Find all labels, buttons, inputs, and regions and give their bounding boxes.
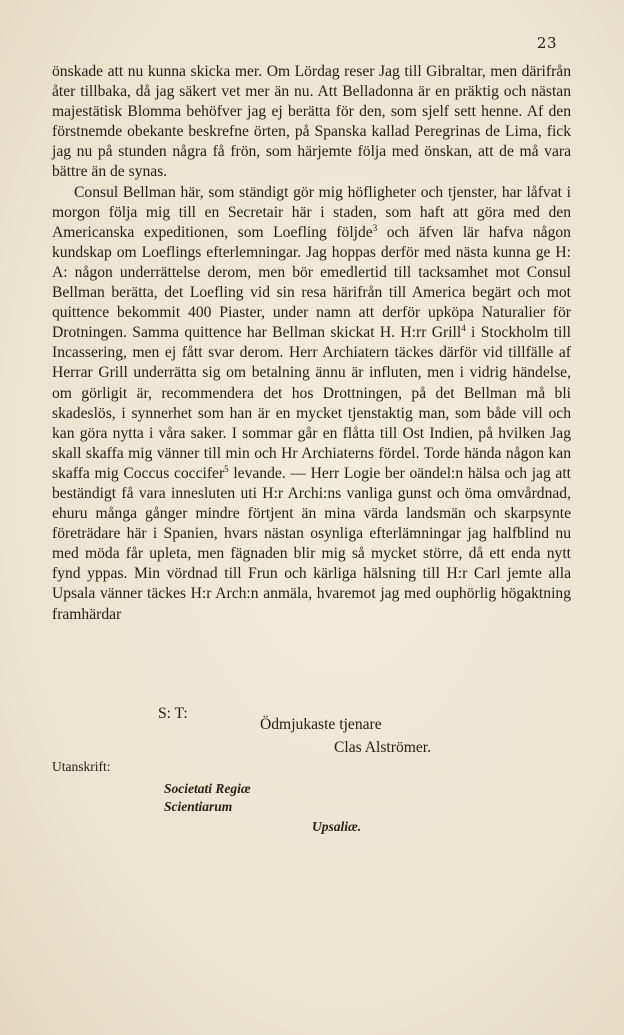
page-number: 23 [536,34,557,52]
address-line-3: Upsaliæ. [312,819,362,834]
footnote-ref-3: 3 [372,222,378,233]
signature: Clas Alströmer. [334,739,432,756]
footnote-ref-4: 4 [461,323,466,334]
paragraph-1: önskade att nu kunna skicka mer. Om Lördag reser Jag till Gibraltar, men därifrån åter tillbaka, då jag säkert vet mer än nu. Att Belladonna är en präktig och nästan majestätisk Blomma behöfver jag ej berätta för den, som sjelf sett henne. Af den förstnemde obekante beskrefne örten, på Spanska kallad Peregrinas de Lima, fick jag nu på stunden några få frön, som härjemte följa med önskan, att de må vara bättre än de synas. [52,63,571,181]
paragraph-2: Consul Bellman här, som ständigt gör mig höfligheter och tjenster, har låfvat i morgon följa mig till en Secretair här i staden, som haft att göra med den Americanska expeditionen, som Loefling följde$^3$ och äfven lär hafva någon kundskap om Loeflings efterlemningar. Jag hoppas derför med nästa kunna ge H: A: någon underrättelse derom, men bör emedlertid till tacksamhet mot Consul Bellman berätta, det Loefling vid sin resa härifrån till America begärt och mot quittence bekommit 400 Piaster, under namn att derför upköpa Naturalier för Drotningen. Samma quittence har Bellman skickat H. H:rr Grill$^4$ i Stockholm till Incassering, men ej fått svar derom. Herr Archiatern täckes därför vid tillfälle af Herrar Grill underrätta sig om betalning ännu är influten, men i vidrig händelse, om görligit är, recommendera det hos Drottningen, på det Bellman må bli skadeslös, i synnerhet som han är en mycket tjenstaktig man, som både vill och kan göra nytta i våra saker. I sommar går en flåtta till Ost Indien, på hvilken Jag skall skaffa mig vänner till min och Hr Archiaterns fördel. Torde hända någon kan skaffa mig Coccus coccifer$^5$ levande. — Herr Logie ber oändel:n hälsa och jag att beständigt få vara innesluten uti H:r Archi:ns vanliga gunst och öma omvårdnad, ehuru många gånger mindre förtjent än mina värda landsmän och skarpsynte företrädare här i Spanien, hvars nästan osynliga efterlämningar jag halfblind nu med möda får upleta, men fägnaden blir mig så mycket större, då ett enda nytt fynd yppas. Min vördnad till Frun och kärliga hälsning till H:r Carl jemte alla Upsala vänner täckes H:r Arch:n anmäla, hvaremot jag med ouphörlig högaktning framhärdar [52,183,572,623]
letter-body [52,62,571,625]
address-label: Utanskrift: [52,759,111,774]
address-line-2: Scientiarum [164,799,233,814]
closing-phrase: Ödmjukaste tjenare [260,716,382,733]
address-line-1: Societati Regiæ [164,781,251,796]
salutation: S: T: [158,705,188,722]
footnote-ref-5: 5 [224,463,229,474]
